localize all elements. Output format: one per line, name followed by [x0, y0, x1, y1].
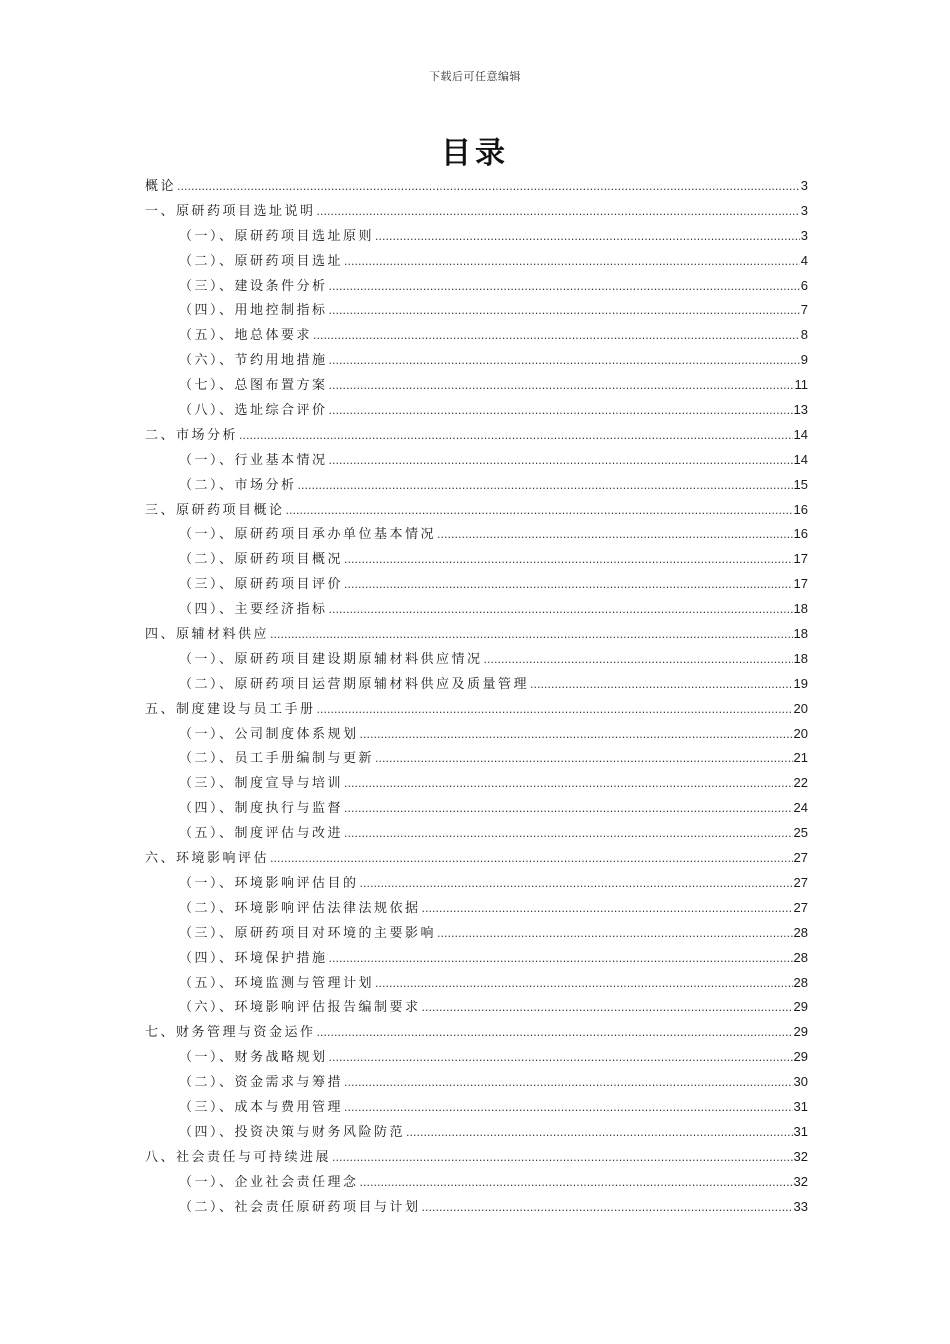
- toc-entry[interactable]: [145, 224, 808, 249]
- toc-dot-leader: [484, 648, 793, 673]
- toc-entry[interactable]: [145, 622, 808, 647]
- toc-entry-label: （四）、用地控制指标: [179, 303, 328, 319]
- toc-entry[interactable]: [145, 746, 808, 771]
- toc-entry-page: 3: [800, 202, 808, 218]
- toc-entry-page: 14: [793, 451, 808, 467]
- toc-entry-page: 20: [793, 725, 808, 741]
- toc-dot-leader: [530, 673, 793, 698]
- toc-entry-label: （七）、总图布置方案: [179, 378, 328, 394]
- toc-entry-page: 18: [793, 626, 808, 642]
- toc-entry-label: （四）、主要经济指标: [179, 602, 328, 618]
- toc-entry-label: （二）、社会责任原研药项目与计划: [179, 1199, 421, 1215]
- toc-entry-label: （一）、行业基本情况: [179, 452, 328, 468]
- toc-entry-page: 29: [793, 1024, 808, 1040]
- toc-entry-label: （一）、环境影响评估目的: [179, 875, 359, 891]
- toc-entry-label: （二）、原研药项目选址: [179, 253, 344, 269]
- toc-dot-leader: [270, 847, 793, 872]
- toc-entry[interactable]: [145, 1120, 808, 1145]
- toc-dot-leader: [422, 1196, 793, 1221]
- toc-entry-label: （三）、原研药项目评价: [179, 577, 344, 593]
- toc-entry-page: 29: [793, 1049, 808, 1065]
- toc-entry-page: 18: [793, 601, 808, 617]
- toc-entry[interactable]: [145, 896, 808, 921]
- toc-entry-label: （一）、原研药项目选址原则: [179, 228, 375, 244]
- toc-dot-leader: [344, 573, 793, 598]
- toc-entry-label: （五）、制度评估与改进: [179, 826, 344, 842]
- toc-entry-page: 16: [793, 501, 808, 517]
- toc-entry-label: 八、社会责任与可持续进展: [145, 1149, 332, 1165]
- toc-entry[interactable]: [145, 771, 808, 796]
- toc-entry-page: 19: [793, 675, 808, 691]
- toc-entry-label: 概论: [145, 179, 177, 194]
- toc-entry-page: 27: [793, 850, 808, 866]
- toc-entry-label: （二）、原研药项目运营期原辅材料供应及质量管理: [179, 676, 530, 692]
- toc-entry-page: 31: [793, 1123, 808, 1139]
- toc-dot-leader: [344, 772, 793, 797]
- toc-entry-label: （二）、资金需求与筹措: [179, 1075, 344, 1091]
- toc-entry-label: 一、原研药项目选址说明: [145, 203, 316, 219]
- toc-dot-leader: [422, 897, 793, 922]
- toc-entry[interactable]: [145, 995, 808, 1020]
- toc-dot-leader: [329, 374, 794, 399]
- toc-entry-page: 7: [800, 302, 808, 318]
- toc-entry[interactable]: [145, 498, 808, 523]
- toc-dot-leader: [332, 1146, 793, 1171]
- toc-dot-leader: [344, 1096, 793, 1121]
- toc-entry-page: 28: [793, 949, 808, 965]
- toc-dot-leader: [298, 474, 793, 499]
- header-note: 下载后可任意编辑: [429, 70, 521, 83]
- toc-entry-label: （一）、原研药项目承办单位基本情况: [179, 527, 437, 543]
- toc-dot-leader: [344, 250, 800, 275]
- toc-entry-label: （一）、公司制度体系规划: [179, 726, 359, 742]
- toc-entry-page: 17: [793, 551, 808, 567]
- toc-dot-leader: [270, 623, 793, 648]
- toc-entry[interactable]: [145, 597, 808, 622]
- toc-entry[interactable]: [145, 249, 808, 274]
- toc-entry[interactable]: [145, 448, 808, 473]
- toc-entry-label: （一）、原研药项目建设期原辅材料供应情况: [179, 651, 483, 667]
- toc-dot-leader: [344, 548, 793, 573]
- toc-dot-leader: [329, 947, 793, 972]
- toc-entry-page: 3: [800, 178, 808, 193]
- toc-entry[interactable]: [145, 348, 808, 373]
- toc-entry[interactable]: [145, 1020, 808, 1045]
- toc-entry[interactable]: [145, 522, 808, 547]
- toc-entry[interactable]: [145, 921, 808, 946]
- toc-entry[interactable]: [145, 274, 808, 299]
- toc-entry-page: 14: [793, 426, 808, 442]
- toc-entry-label: 三、原研药项目概论: [145, 502, 285, 518]
- toc-dot-leader: [422, 996, 793, 1021]
- toc-entry[interactable]: [145, 697, 808, 722]
- toc-dot-leader: [344, 1071, 793, 1096]
- toc-dot-leader: [329, 299, 800, 324]
- toc-entry[interactable]: [145, 1145, 808, 1170]
- toc-entry-page: 27: [793, 899, 808, 915]
- toc-entry-page: 22: [793, 775, 808, 791]
- toc-entry-page: 27: [793, 874, 808, 890]
- toc-entry-label: （一）、财务战略规划: [179, 1050, 328, 1066]
- toc-entry-label: 二、市场分析: [145, 427, 239, 443]
- toc-title: 目录: [441, 136, 509, 171]
- toc-entry-label: （八）、选址综合评价: [179, 403, 328, 419]
- toc-dot-leader: [317, 200, 800, 225]
- toc-entry-label: （三）、制度宣导与培训: [179, 776, 344, 792]
- toc-entry-label: （三）、建设条件分析: [179, 278, 328, 294]
- toc-dot-leader: [317, 698, 793, 723]
- toc-dot-leader: [344, 797, 793, 822]
- toc-dot-leader: [313, 324, 800, 349]
- toc-entry-label: （二）、原研药项目概况: [179, 552, 344, 568]
- toc-entry-label: （二）、环境影响评估法律法规依据: [179, 900, 421, 916]
- toc-entry[interactable]: [145, 1170, 808, 1195]
- toc-dot-leader: [406, 1121, 793, 1146]
- toc-entry-label: 六、环境影响评估: [145, 851, 270, 867]
- toc-entry-page: 28: [793, 974, 808, 990]
- toc-entry[interactable]: [145, 971, 808, 996]
- toc-entry-page: 31: [793, 1098, 808, 1114]
- toc-entry[interactable]: [145, 722, 808, 747]
- toc-entry[interactable]: [145, 398, 808, 423]
- toc-entry-page: 24: [793, 800, 808, 816]
- toc-entry[interactable]: [145, 1070, 808, 1095]
- toc-entry-page: 28: [793, 924, 808, 940]
- toc-entry-page: 21: [793, 750, 808, 766]
- toc-entry[interactable]: [145, 373, 808, 398]
- toc-entry-label: （六）、环境影响评估报告编制要求: [179, 1000, 421, 1016]
- toc-dot-leader: [329, 349, 800, 374]
- toc-entry[interactable]: [145, 199, 808, 224]
- toc-dot-leader: [329, 1046, 793, 1071]
- toc-dot-leader: [375, 225, 800, 250]
- toc-entry-page: 8: [800, 327, 808, 343]
- toc-entry[interactable]: [145, 1095, 808, 1120]
- toc-entry[interactable]: [145, 323, 808, 348]
- toc-entry-page: 20: [793, 700, 808, 716]
- toc-dot-leader: [375, 972, 793, 997]
- toc-dot-leader: [286, 499, 793, 524]
- toc-entry-page: 4: [800, 252, 808, 268]
- toc-entry-label: （五）、环境监测与管理计划: [179, 975, 375, 991]
- toc-dot-leader: [317, 1021, 793, 1046]
- toc-entry-page: 3: [800, 227, 808, 243]
- toc-entry[interactable]: [145, 946, 808, 971]
- toc-entry[interactable]: [145, 846, 808, 871]
- toc-entry-page: 32: [793, 1173, 808, 1189]
- toc-entry-label: （四）、投资决策与财务风险防范: [179, 1124, 406, 1140]
- toc-dot-leader: [437, 922, 793, 947]
- toc-entry-page: 11: [794, 377, 808, 393]
- toc-dot-leader: [344, 822, 793, 847]
- toc-entry[interactable]: [145, 473, 808, 498]
- toc-dot-leader: [177, 175, 800, 200]
- toc-dot-leader: [437, 523, 793, 548]
- toc-entry-label: （一）、企业社会责任理念: [179, 1174, 359, 1190]
- toc-entry-label: （六）、节约用地措施: [179, 353, 328, 369]
- toc-dot-leader: [375, 747, 793, 772]
- toc-dot-leader: [239, 424, 793, 449]
- toc-entry-label: 五、制度建设与员工手册: [145, 701, 316, 717]
- toc-entry-label: （四）、环境保护措施: [179, 950, 328, 966]
- toc-entry-label: （五）、地总体要求: [179, 328, 313, 344]
- toc-entry[interactable]: [145, 174, 808, 199]
- toc-entry-page: 17: [793, 576, 808, 592]
- toc-dot-leader: [329, 399, 793, 424]
- toc-entry-page: 13: [793, 402, 808, 418]
- toc-entry[interactable]: [145, 1195, 808, 1220]
- toc-entry[interactable]: [145, 796, 808, 821]
- toc-entry-label: （四）、制度执行与监督: [179, 801, 344, 817]
- toc-entry-page: 18: [793, 650, 808, 666]
- toc-entry-page: 33: [793, 1198, 808, 1214]
- toc-entry-label: 四、原辅材料供应: [145, 627, 270, 643]
- toc-dot-leader: [360, 872, 793, 897]
- toc-dot-leader: [329, 275, 800, 300]
- toc-dot-leader: [329, 449, 793, 474]
- toc-dot-leader: [360, 1171, 793, 1196]
- toc-entry-page: 32: [793, 1148, 808, 1164]
- toc-entry[interactable]: [145, 821, 808, 846]
- toc-entry[interactable]: [145, 298, 808, 323]
- toc-entry-label: （三）、成本与费用管理: [179, 1099, 344, 1115]
- toc-entry-page: 25: [793, 825, 808, 841]
- toc-dot-leader: [329, 598, 793, 623]
- toc-entry[interactable]: [145, 1045, 808, 1070]
- toc-entry-label: （三）、原研药项目对环境的主要影响: [179, 925, 437, 941]
- toc-entry-page: 29: [793, 999, 808, 1015]
- toc-entry-page: 6: [800, 277, 808, 293]
- toc-entry[interactable]: [145, 647, 808, 672]
- toc-entry-label: （二）、市场分析: [179, 477, 297, 493]
- toc-entry[interactable]: [145, 547, 808, 572]
- toc-entry-page: 9: [800, 352, 808, 368]
- toc-list: [145, 174, 808, 1219]
- toc-dot-leader: [360, 723, 793, 748]
- toc-entry[interactable]: [145, 871, 808, 896]
- toc-entry[interactable]: [145, 672, 808, 697]
- toc-entry-label: （二）、员工手册编制与更新: [179, 751, 375, 767]
- toc-entry-page: 30: [793, 1074, 808, 1090]
- toc-entry[interactable]: [145, 423, 808, 448]
- toc-entry-page: 15: [793, 476, 808, 492]
- toc-entry-page: 16: [793, 526, 808, 542]
- toc-entry[interactable]: [145, 572, 808, 597]
- toc-entry-label: 七、财务管理与资金运作: [145, 1025, 316, 1041]
